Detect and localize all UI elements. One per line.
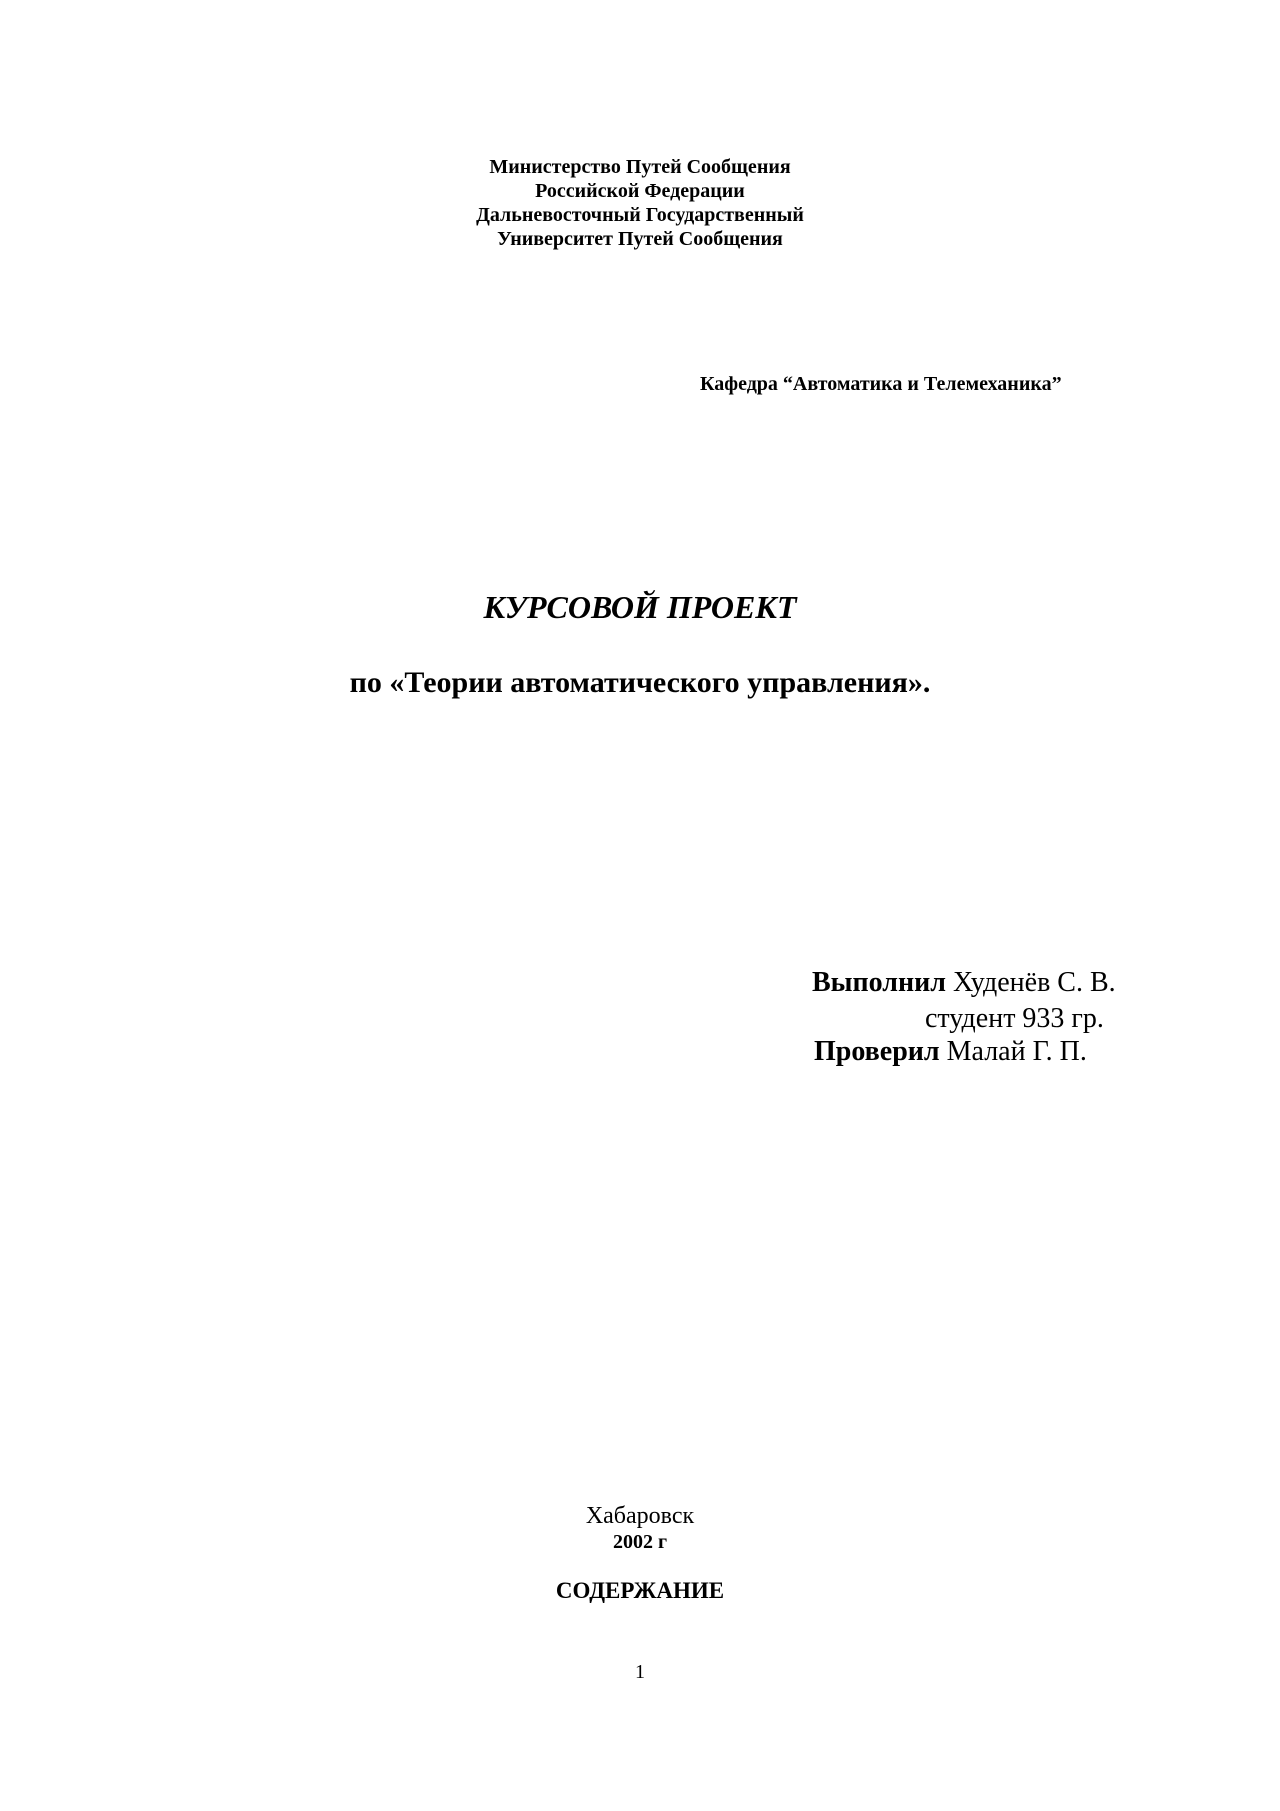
ministry-line-3: Дальневосточный Государственный: [476, 204, 804, 226]
document-title: КУРСОВОЙ ПРОЕКТ: [483, 589, 797, 625]
document-subject: по «Теории автоматического управления».: [349, 666, 931, 699]
contents-heading: СОДЕРЖАНИЕ: [555, 1578, 725, 1603]
performed-by-label: Выполнил: [812, 967, 946, 998]
checked-by-name: Малай Г. П.: [946, 1036, 1087, 1067]
checked-by-label: Проверил: [814, 1036, 940, 1067]
checked-by-line: [814, 1035, 1087, 1069]
ministry-line-4: Университет Путей Сообщения: [497, 228, 783, 250]
ministry-line-2: Российской Федерации: [535, 180, 745, 202]
ministry-line-1: Министерство Путей Сообщения: [489, 156, 791, 178]
page-number: 1: [635, 1661, 645, 1683]
performed-by-name: Худенёв С. В.: [952, 967, 1116, 998]
year: 2002 г: [612, 1531, 668, 1553]
city-name: Хабаровск: [585, 1503, 695, 1529]
ministry-header: [0, 155, 1280, 251]
performed-by-line: [812, 966, 1116, 1000]
student-group-line: студент 933 гр.: [925, 1003, 1104, 1034]
department-name: Кафедра “Автоматика и Телемеханика”: [700, 373, 1062, 395]
